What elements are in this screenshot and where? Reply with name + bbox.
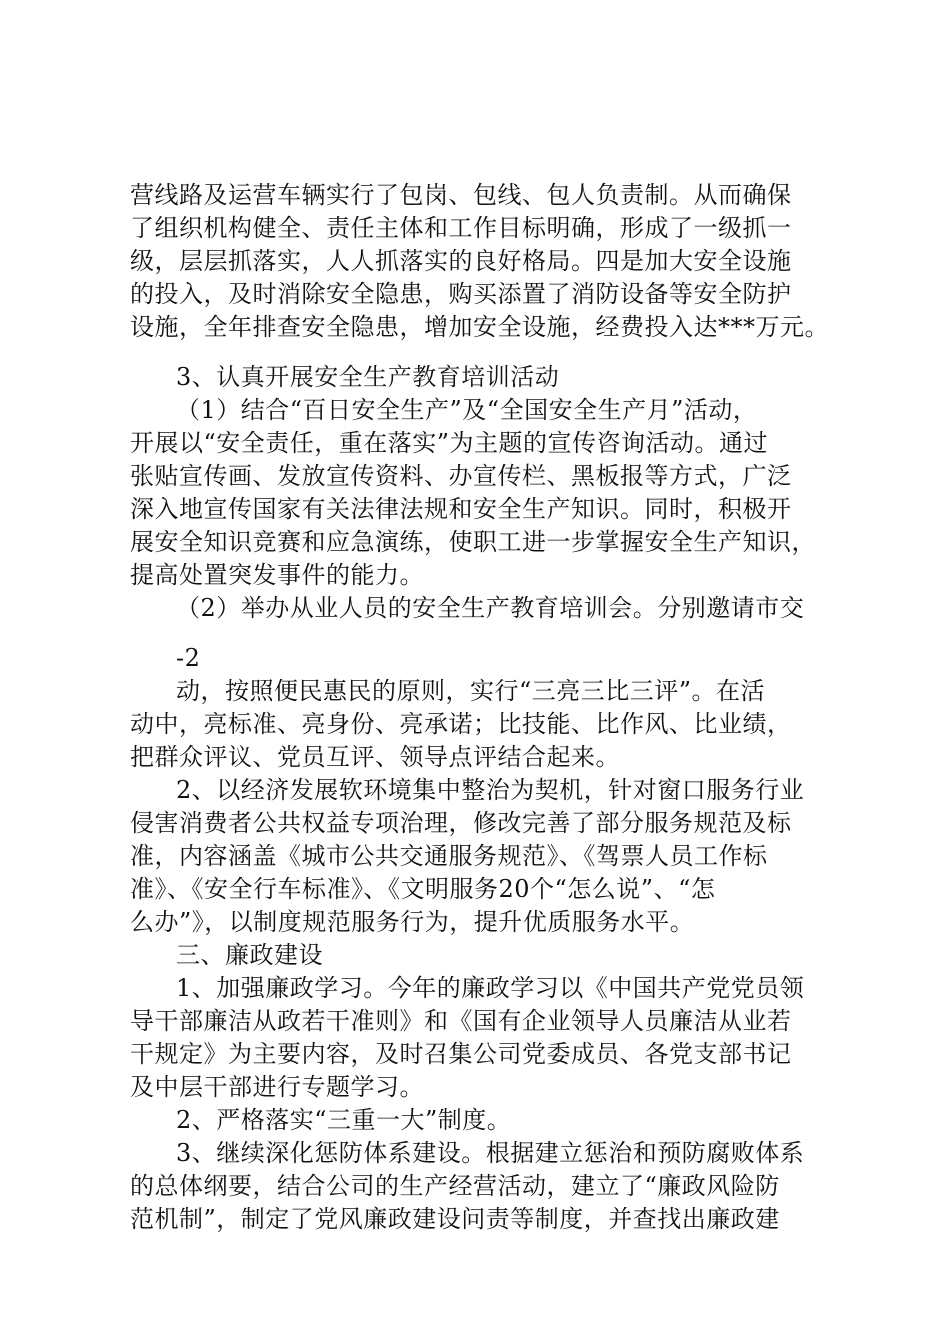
paragraph-line: 设施，全年排查安全隐患，增加安全设施，经费投入达***万元。 bbox=[130, 313, 829, 341]
paragraph-line: 侵害消费者公共权益专项治理，修改完善了部分服务规范及标 bbox=[130, 809, 792, 837]
paragraph-line: 把群众评议、党员互评、领导点评结合起来。 bbox=[130, 743, 620, 771]
paragraph-line: 2、以经济发展软环境集中整治为契机，针对窗口服务行业 bbox=[176, 776, 805, 804]
paragraph-line: 2、严格落实“三重一大”制度。 bbox=[176, 1106, 512, 1134]
paragraph-line: 张贴宣传画、发放宣传资料、办宣传栏、黑板报等方式，广泛 bbox=[130, 462, 792, 490]
paragraph-line: 准，内容涵盖《城市公共交通服务规范》、《驾票人员工作标 bbox=[130, 842, 768, 870]
paragraph-line: 干规定》为主要内容，及时召集公司党委成员、各党支部书记 bbox=[130, 1040, 792, 1068]
paragraph-line: 3、继续深化惩防体系建设。根据建立惩治和预防腐败体系 bbox=[176, 1139, 805, 1167]
paragraph-line: 深入地宣传国家有关法律法规和安全生产知识。同时，积极开 bbox=[130, 495, 792, 523]
paragraph-line: 级，层层抓落实，人人抓落实的良好格局。四是加大安全设施 bbox=[130, 247, 792, 275]
paragraph-line: 1、加强廉政学习。今年的廉政学习以《中国共产党党员领 bbox=[176, 974, 805, 1002]
paragraph-line: 开展以“安全责任，重在落实”为主题的宣传咨询活动。通过 bbox=[130, 429, 769, 457]
section-heading: 3、认真开展安全生产教育培训活动 bbox=[176, 363, 560, 391]
paragraph-line: 么办”》，以制度规范服务行为，提升优质服务水平。 bbox=[130, 908, 695, 936]
paragraph-line: 营线路及运营车辆实行了包岗、包线、包人负责制。从而确保 bbox=[130, 181, 792, 209]
paragraph-line: （2）举办从业人员的安全生产教育培训会。分别邀请市交 bbox=[176, 594, 805, 622]
paragraph-line: 提高处置突发事件的能力。 bbox=[130, 561, 424, 589]
paragraph-line: 动中，亮标准、亮身份、亮承诺；比技能、比作风、比业绩， bbox=[130, 710, 792, 738]
paragraph-line: 导干部廉洁从政若干准则》和《国有企业领导人员廉洁从业若 bbox=[130, 1007, 792, 1035]
paragraph-line: 的投入，及时消除安全隐患，购买添置了消防设备等安全防护 bbox=[130, 280, 792, 308]
paragraph-line: 展安全知识竞赛和应急演练，使职工进一步掌握安全生产知识， bbox=[130, 528, 816, 556]
paragraph-line: 及中层干部进行专题学习。 bbox=[130, 1073, 424, 1101]
page-number: -2 bbox=[176, 644, 201, 672]
paragraph-line: 的总体纲要，结合公司的生产经营活动，建立了“廉政风险防 bbox=[130, 1172, 780, 1200]
paragraph-line: 准》、《安全行车标准》、《文明服务20个“怎么说”、“怎 bbox=[130, 875, 716, 903]
paragraph-line: （1）结合“百日安全生产”及“全国安全生产月”活动， bbox=[176, 396, 758, 424]
paragraph-line: 动，按照便民惠民的原则，实行“三亮三比三评”。在活 bbox=[176, 677, 766, 705]
section-heading: 三、廉政建设 bbox=[176, 941, 323, 969]
paragraph-line: 了组织机构健全、责任主体和工作目标明确，形成了一级抓一 bbox=[130, 214, 792, 242]
paragraph-line: 范机制”，制定了党风廉政建设问责等制度，并查找出廉政建 bbox=[130, 1205, 780, 1233]
